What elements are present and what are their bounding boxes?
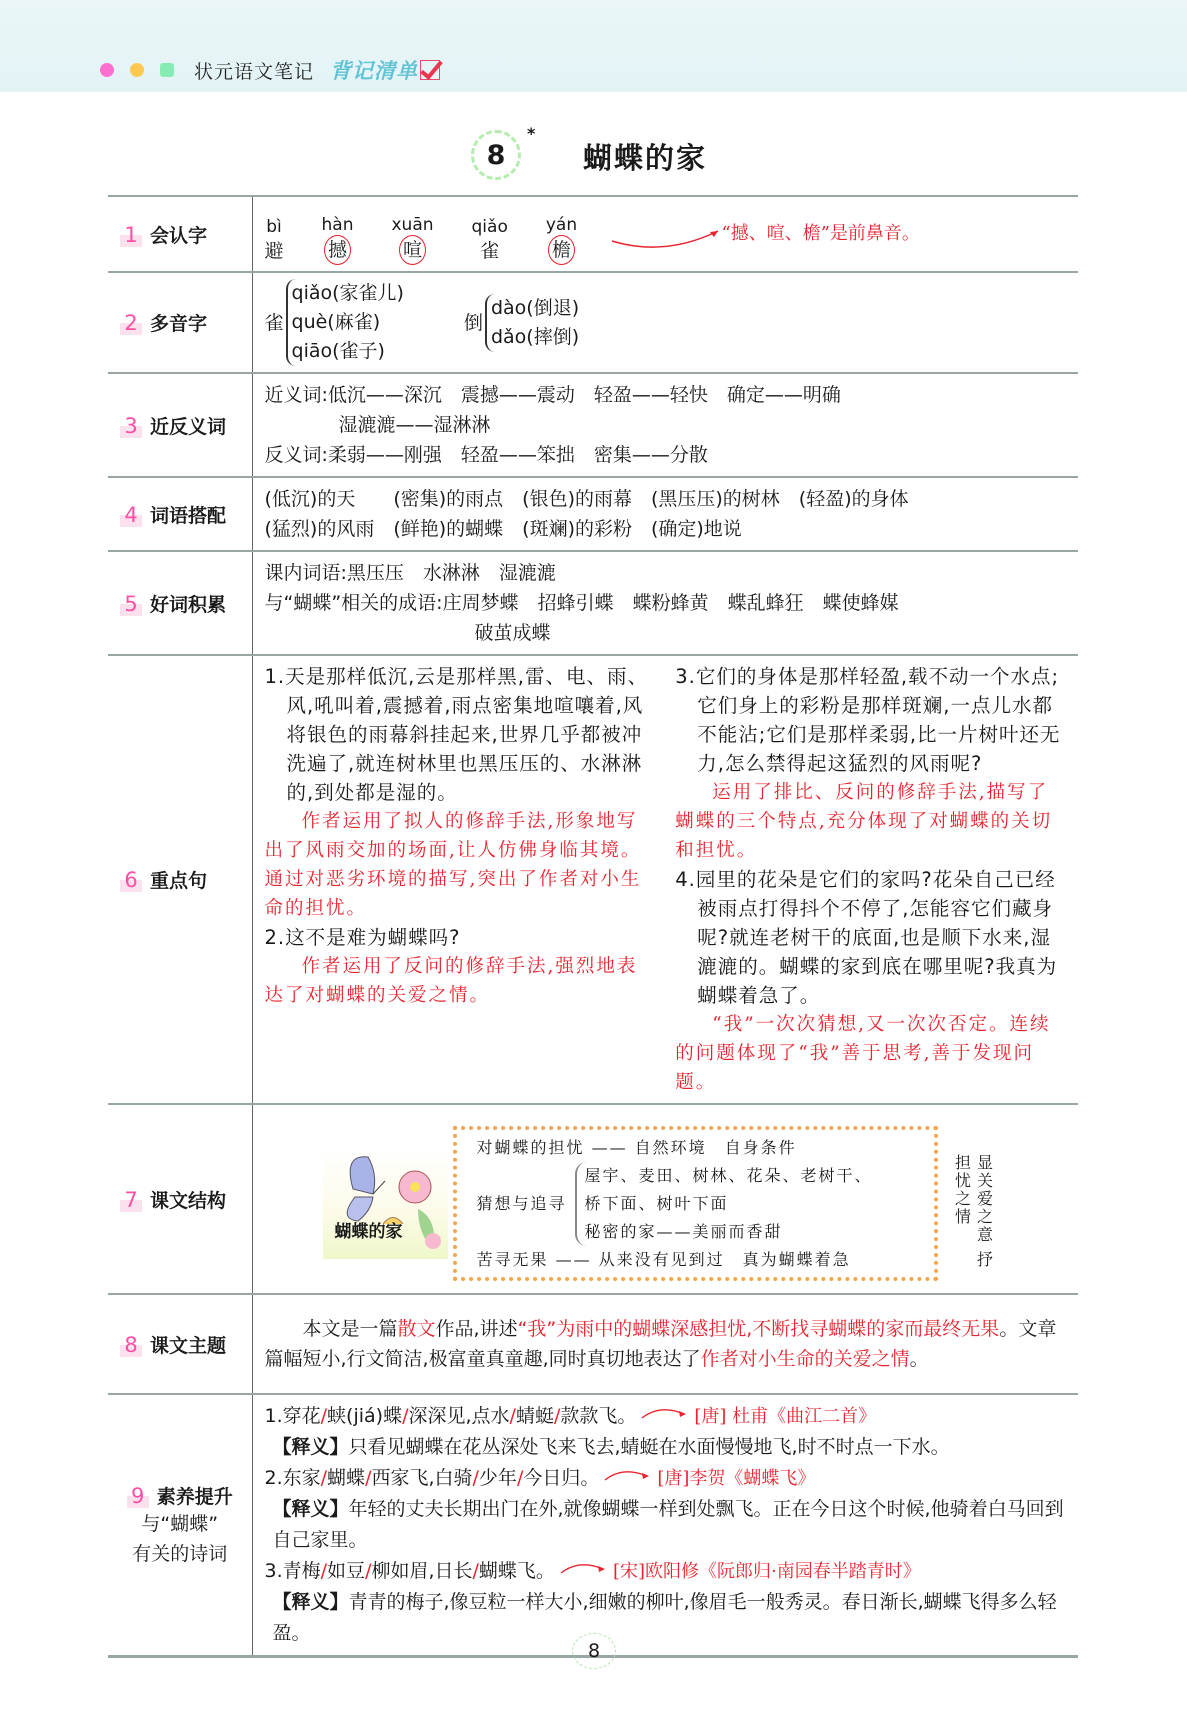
poem-source: [唐]李贺《蝴蝶飞》	[657, 1468, 816, 1489]
yellow-dot-icon	[130, 63, 144, 77]
rhythm-slash: /	[320, 1560, 328, 1582]
rhythm-slash: /	[472, 1467, 479, 1489]
polyphone-group	[464, 294, 579, 352]
theme-text: 。文章篇幅短小,行文简洁,极富童真童趣,同时真切地表达了	[264, 1318, 1057, 1370]
section-content	[252, 196, 1078, 272]
section-title: 课文结构	[150, 1189, 227, 1212]
theme-text: 作品,讲述	[435, 1318, 518, 1340]
poem-segment: 2.东家	[264, 1467, 321, 1489]
rhythm-slash: /	[365, 1467, 372, 1489]
poem-explanation	[265, 1432, 1069, 1463]
poem-line	[265, 1401, 1069, 1432]
guess-label: 猜想与追寻	[476, 1194, 567, 1213]
rhythm-slash: /	[553, 1405, 561, 1427]
poem-segment: 款款飞。	[560, 1405, 637, 1427]
character-note: “撼、喧、檐”是前鼻音。	[721, 223, 920, 244]
character-item	[322, 215, 354, 265]
poem-segment: 蝴蝶飞。	[478, 1560, 555, 1582]
section-row-2	[108, 272, 1078, 373]
key-sentence: 3.它们的身体是那样轻盈,载不动一个水点;它们身上的彩粉是那样斑斓,一点儿水都不能沾;它们是那样柔弱,比一片树叶还无力,怎么禁得起这猛烈的风雨呢?	[675, 665, 1061, 775]
section-title: 多音字	[150, 313, 208, 335]
section-label	[108, 272, 252, 373]
character-item	[546, 215, 577, 265]
hanzi: 檐	[548, 235, 575, 265]
collocation-line: (猛烈)的风雨 (鲜艳)的蝴蝶 (斑斓)的彩粉 (确定)地说	[264, 518, 742, 540]
pinyin: xuān	[391, 215, 434, 235]
notes-table	[108, 195, 1078, 1658]
pinyin: bì	[266, 217, 282, 237]
section-label	[108, 1104, 252, 1294]
polyphone-reading: dǎo(摔倒)	[490, 325, 580, 348]
poem-explanation	[265, 1494, 1069, 1556]
arrow-icon	[603, 1466, 653, 1484]
hanzi: 避	[264, 240, 284, 262]
polyphone-group	[265, 279, 404, 366]
section-number: 4	[120, 503, 142, 527]
section-label	[108, 373, 252, 477]
page-title: 蝴蝶的家	[583, 141, 708, 175]
brand-name: 状元语文笔记	[194, 60, 315, 83]
polyphone-readings	[485, 294, 579, 352]
poem-segment: 西家飞,白骑	[371, 1467, 473, 1489]
section-row-8	[108, 1294, 1078, 1394]
key-sentence-column-left	[265, 662, 658, 1097]
polyphone-reading: dào(倒退)	[490, 296, 580, 319]
section-subtitle: 有关的诗词	[132, 1542, 228, 1565]
synonym-line: 湿漉漉——湿淋淋	[338, 414, 491, 436]
section-number: 1	[120, 223, 142, 247]
rhythm-slash: /	[320, 1467, 328, 1489]
poem-segment: 3.青梅	[264, 1560, 321, 1582]
section-content	[252, 1294, 1078, 1394]
hanzi: 雀	[480, 240, 500, 262]
section-label	[108, 1294, 252, 1394]
collocation-line: (低沉)的天 (密集)的雨点 (银色)的雨幕 (黑压压)的树林 (轻盈)的身体	[264, 488, 909, 510]
section-title: 词语搭配	[150, 504, 227, 527]
header-subtitle: 背记清单	[330, 59, 419, 83]
section-title: 好词积累	[150, 593, 227, 616]
hanzi: 撼	[324, 235, 351, 265]
section-row-1	[108, 196, 1078, 272]
section-content	[252, 272, 1078, 373]
polyphone-reading: qiǎo(家雀儿)	[291, 282, 404, 304]
section-row-5	[108, 551, 1078, 655]
explanation-text: 只看见蝴蝶在花丛深处飞来飞去,蜻蜓在水面慢慢地飞,时不时点一下水。	[348, 1436, 950, 1458]
poem-line	[265, 1556, 1069, 1587]
section-content	[252, 551, 1078, 655]
poem-source: [唐] 杜甫《曲江二首》	[694, 1406, 877, 1427]
word-line: 课内词语:黑压压 水淋淋 湿漉漉	[264, 562, 556, 584]
poem-segment: 1.穿花	[264, 1405, 321, 1427]
section-label	[108, 1394, 252, 1657]
polyphone-reading: què(麻雀)	[291, 311, 381, 333]
polyphone-char: 雀	[264, 311, 284, 334]
theme-highlight: 散文	[397, 1318, 436, 1340]
idiom-line: 与“蝴蝶”相关的成语:庄周梦蝶 招蜂引蝶 蝶粉蜂黄 蝶乱蜂狂 蝶使蜂媒	[264, 592, 899, 614]
section-label	[108, 551, 252, 655]
synonym-line: 近义词:低沉——深沉 震撼——震动 轻盈——轻快 确定——明确	[264, 384, 841, 406]
sentence-analysis: 运用了排比、反问的修辞手法,描写了蝴蝶的三个特点,充分体现了对蝴蝶的关切和担忧。	[675, 782, 1053, 861]
poem-line	[265, 1463, 1069, 1494]
theme-highlight: “我”为雨中的蝴蝶深感担忧,不断找寻蝴蝶的家而最终无果	[517, 1318, 1000, 1340]
arrow-icon	[559, 1559, 609, 1577]
section-number: 3	[120, 414, 142, 438]
illustration-caption: 蝴蝶的家	[334, 1222, 403, 1242]
polyphone-char: 倒	[463, 311, 483, 334]
section-title: 近反义词	[150, 415, 227, 438]
section-content	[252, 1394, 1078, 1657]
rhythm-slash: /	[472, 1560, 479, 1582]
poem-segment: 蝴蝶	[327, 1467, 366, 1489]
guess-item: 桥下面、树叶下面	[584, 1194, 729, 1213]
structure-frame	[453, 1126, 938, 1281]
section-number: 6	[120, 868, 142, 892]
antonym-line: 反义词:柔弱——刚强 轻盈——笨拙 密集——分散	[264, 444, 708, 466]
section-content	[252, 373, 1078, 477]
polyphone-list	[265, 279, 1069, 366]
structure-diagram	[253, 1114, 1079, 1284]
section-label	[108, 196, 252, 272]
key-sentence-column-right	[675, 662, 1068, 1097]
rhythm-slash: /	[320, 1405, 328, 1427]
butterfly-illustration	[323, 1149, 448, 1259]
lesson-header	[0, 124, 1187, 190]
poem-segment: 柳如眉,日长	[371, 1560, 473, 1582]
character-list	[265, 203, 1069, 265]
poem-explanation	[265, 1587, 1069, 1649]
section-number: 9	[127, 1484, 149, 1508]
poem-segment: 今日归。	[523, 1467, 600, 1489]
arrow-icon	[610, 223, 725, 253]
section-row-9	[108, 1394, 1078, 1657]
polyphone-readings	[286, 279, 404, 366]
rhythm-slash: /	[402, 1405, 409, 1427]
polyphone-reading: qiāo(雀子)	[291, 340, 385, 362]
section-number: 8	[120, 1333, 142, 1357]
lesson-marker: *	[527, 124, 536, 143]
guess-items	[575, 1162, 873, 1246]
section-title: 重点句	[150, 870, 208, 892]
guess-item: 屋宇、麦田、树林、花朵、老树干、	[584, 1166, 873, 1185]
hanzi: 喧	[399, 235, 426, 265]
poem-segment: 少年	[478, 1467, 517, 1489]
section-subtitle: 与“蝴蝶”	[141, 1512, 219, 1535]
section-title: 会认字	[150, 224, 208, 247]
explanation-tag: 【释义】	[272, 1498, 349, 1520]
page-number: 8	[572, 1633, 616, 1669]
guess-item: 秘密的家——美丽而香甜	[584, 1222, 783, 1241]
section-row-4	[108, 477, 1078, 551]
section-content	[252, 655, 1078, 1104]
theme-text: 。	[909, 1348, 929, 1370]
theme-paragraph	[265, 1314, 1069, 1374]
poem-list	[265, 1401, 1069, 1649]
poem-segment: 蜻蜓	[515, 1405, 554, 1427]
poem-segment: 深深见,点水	[408, 1405, 510, 1427]
section-title: 课文主题	[150, 1334, 227, 1357]
explanation-text: 年轻的丈夫长期出门在外,就像蝴蝶一样到处飘飞。正在今日这个时候,他骑着白马回到自己家里。	[272, 1498, 1064, 1551]
section-row-3	[108, 373, 1078, 477]
pinyin: hàn	[321, 215, 354, 235]
arrow-icon	[640, 1404, 690, 1422]
pink-dot-icon	[100, 63, 114, 77]
structure-line-result: 苦寻无果 —— 从来没有见到过 真为蝴蝶着急	[476, 1250, 851, 1269]
section-content	[252, 1104, 1078, 1294]
pinyin: yán	[545, 215, 578, 235]
explanation-tag: 【释义】	[272, 1591, 349, 1613]
checkmark-icon	[420, 60, 440, 80]
explanation-tag: 【释义】	[272, 1436, 349, 1458]
character-item	[472, 217, 508, 265]
lesson-number: 8	[471, 130, 521, 180]
green-dot-icon	[160, 63, 174, 77]
section-number: 7	[120, 1188, 142, 1212]
key-sentence: 1.天是那样低沉,云是那样黑,雷、电、雨、风,吼叫着,震撼着,雨点密集地喧嚷着,风将银色的雨幕斜挂起来,世界几乎都被冲洗遍了,就连树林里也黑压压的、水淋淋的,到处都是湿的。	[264, 665, 649, 804]
section-title: 素养提升	[156, 1485, 233, 1508]
poem-source: [宋]欧阳修《阮郎归·南园春半踏青时》	[612, 1561, 921, 1582]
structure-guess	[469, 1162, 922, 1246]
side-text-worry: 抒担忧之情	[952, 1154, 994, 1270]
key-sentences	[265, 662, 1069, 1097]
key-sentence: 2.这不是难为蝴蝶吗?	[264, 926, 461, 949]
side-text-love: 显关爱之意	[974, 1154, 994, 1244]
section-content	[252, 477, 1078, 551]
rhythm-slash: /	[365, 1560, 372, 1582]
structure-line-worry: 对蝴蝶的担忧 —— 自然环境 自身条件	[476, 1138, 797, 1157]
theme-highlight: 作者对小生命的关爱之情	[700, 1348, 910, 1370]
key-sentence: 4.园里的花朵是它们的家吗?花朵自己已经被雨点打得抖个不停了,怎能容它们藏身呢?就连老树干的底面,也是顺下水来,湿漉漉的。蝴蝶的家到底在哪里呢?我真为蝴蝶着急了。	[675, 868, 1058, 1007]
header-bar	[100, 55, 440, 85]
section-label	[108, 655, 252, 1104]
section-row-7	[108, 1104, 1078, 1294]
pinyin: qiǎo	[471, 217, 508, 237]
section-label	[108, 477, 252, 551]
section-number: 5	[120, 592, 142, 616]
structure-side-text	[951, 1154, 995, 1284]
rhythm-slash: /	[509, 1405, 516, 1427]
sentence-analysis: 作者运用了反问的修辞手法,强烈地表达了对蝴蝶的关爱之情。	[264, 956, 638, 1006]
sentence-analysis: “我”一次次猜想,又一次次否定。连续的问题体现了“我”善于思考,善于发现问题。	[675, 1014, 1051, 1093]
character-item	[265, 217, 284, 265]
poem-segment: 如豆	[327, 1560, 366, 1582]
section-number: 2	[120, 311, 142, 335]
explanation-text: 青青的梅子,像豆粒一样大小,细嫩的柳叶,像眉毛一般秀灵。春日渐长,蝴蝶飞得多么轻盈。	[272, 1591, 1057, 1644]
character-item	[391, 215, 433, 265]
poem-segment: 蛱(jiá)蝶	[327, 1405, 403, 1427]
rhythm-slash: /	[516, 1467, 524, 1489]
section-row-6	[108, 655, 1078, 1104]
sentence-analysis: 作者运用了拟人的修辞手法,形象地写出了风雨交加的场面,让人仿佛身临其境。通过对恶劣环境的描写,突出了作者对小生命的担忧。	[264, 811, 642, 919]
theme-text: 本文是一篇	[302, 1318, 398, 1340]
idiom-line: 破茧成蝶	[474, 622, 551, 644]
